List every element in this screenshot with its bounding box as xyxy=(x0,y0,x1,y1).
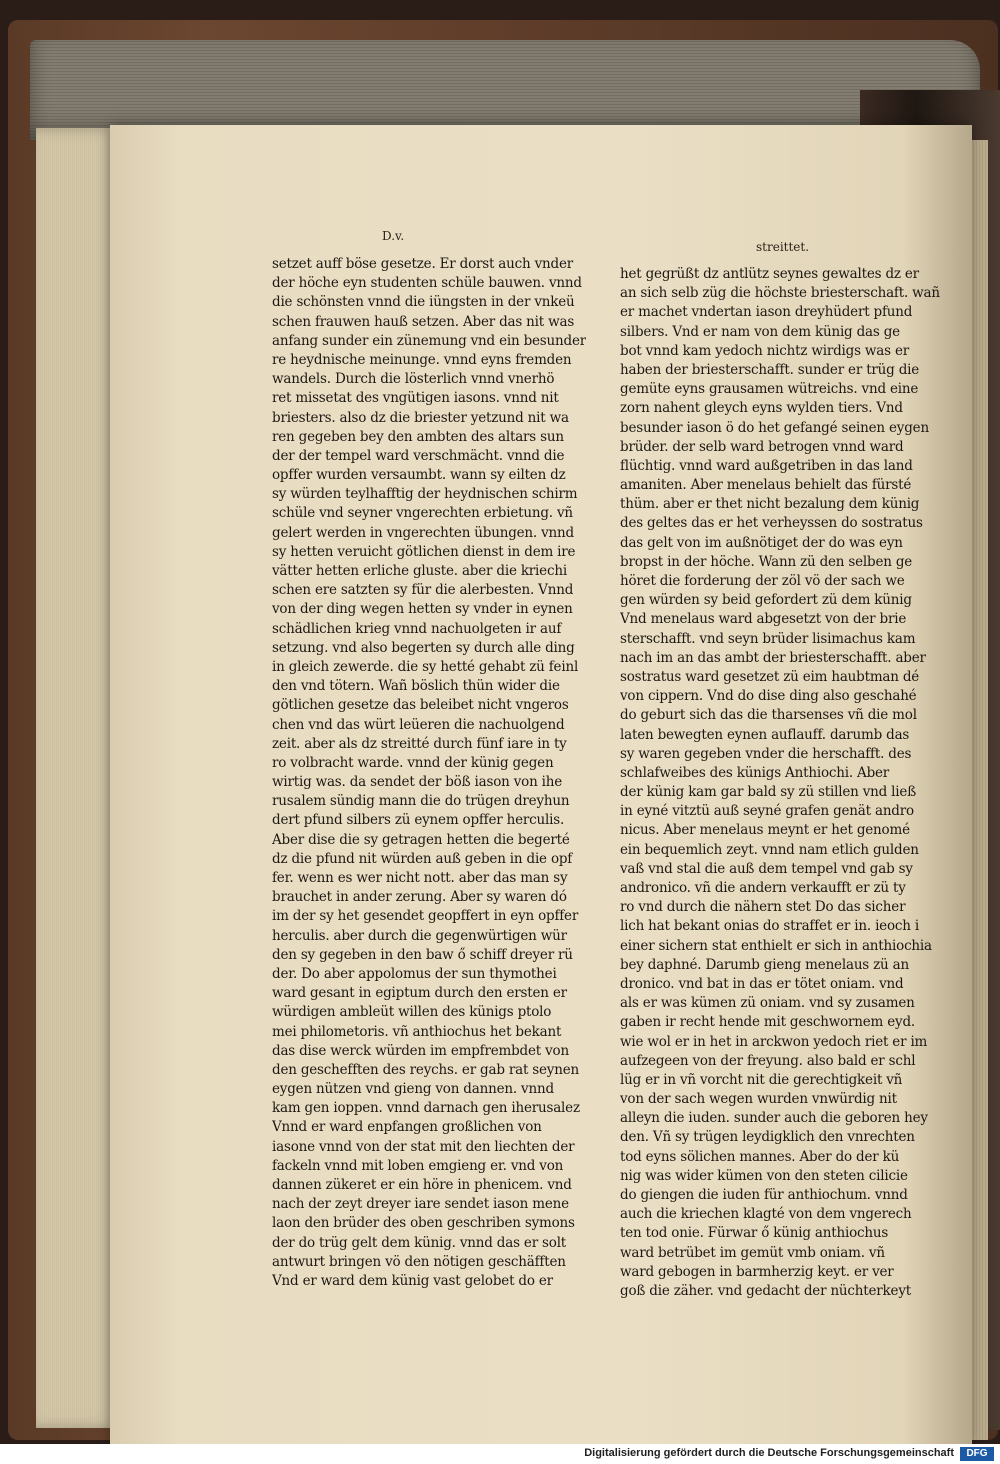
text-line: gen würden sy beid gefordert zü dem künig xyxy=(620,592,912,609)
text-line: alleyn die iuden. sunder auch die geboren hey xyxy=(620,1110,928,1127)
text-line: nicus. Aber menelaus meynt er het genomé xyxy=(620,822,910,839)
text-line: do giengen die iuden für anthiochum. vnnd xyxy=(620,1187,908,1203)
text-line: do geburt sich das die tharsenses vñ die mol xyxy=(620,707,917,724)
text-line: fer. wenn es wer nicht nott. aber das man sy xyxy=(272,870,568,886)
text-line: des geltes das er het verheyssen do sostratus xyxy=(620,515,923,532)
text-line: einer sichern stat enthielt er sich in anthiochia xyxy=(620,937,932,954)
text-line: haben der briesterschafft. sunder er trüg die xyxy=(620,361,920,378)
text-line: setzung. vnd also begerten sy durch alle ding xyxy=(272,639,575,656)
running-header-right: streittet. xyxy=(756,240,810,254)
funding-notice: Digitalisierung gefördert durch die Deutsche Forschungsgemeinschaft xyxy=(584,1447,954,1459)
text-line: gelert werden in vngerechten übungen. vnnd xyxy=(272,524,574,541)
text-line: vaß vnd stal die auß dem tempel vnd gab sy xyxy=(620,860,913,877)
text-line: wie wol er in het in arckwon yedoch riet er im xyxy=(620,1033,928,1050)
text-line: antwurt bringen vö den nötigen geschäfften xyxy=(272,1253,566,1270)
running-header-left: D.v. xyxy=(382,229,405,243)
text-line: andronico. vñ die andern verkaufft er zü ty xyxy=(620,880,906,896)
text-line: gemüte eyns grausamen wütreichs. vnd eine xyxy=(620,381,919,398)
text-line: zeit. aber als dz streitté durch fünf iare in ty xyxy=(272,735,567,752)
text-line: het gegrüßt dz antlütz seynes gewaltes dz er xyxy=(620,266,919,282)
text-line: brauchet in ander zerung. Aber sy waren dó xyxy=(272,889,567,906)
text-column-left xyxy=(272,255,586,1291)
text-line: nach im an das ambt der briesterschafft. aber xyxy=(620,649,926,666)
text-line: sy hetten veruicht götlichen dienst in dem ire xyxy=(272,543,576,560)
text-line: ro vnd durch die nähern stet Do das sicher xyxy=(620,899,906,916)
text-line: ren gegeben bey den ambten des altars sun xyxy=(272,428,564,445)
text-line: zorn nahent gleych eyns wylden tiers. Vnd xyxy=(620,400,903,417)
text-line: chen vnd das würt leüeren die nachuolgend xyxy=(272,716,565,733)
text-line: bropst in der höche. Wann zü den selben ge xyxy=(620,553,913,570)
text-line: brüder. der selb ward betrogen vnnd ward xyxy=(620,438,904,455)
text-line: im der sy het gesendet geopffert in eyn opffer xyxy=(272,908,579,925)
footer-bar xyxy=(0,1444,1000,1464)
text-line: den geschefften des reychs. er gab rat seynen xyxy=(272,1061,579,1078)
text-line: briesters. also dz die briester yetzund nit wa xyxy=(272,409,569,426)
text-line: das gelt von im außnötiget der do was eyn xyxy=(620,534,903,551)
text-line: bey daphné. Darumb gieng menelaus zü an xyxy=(620,956,909,973)
text-line: er machet vndertan iason dreyhüdert pfund xyxy=(620,304,913,321)
text-line: flüchtig. vnnd ward außgetriben in das land xyxy=(620,457,913,474)
text-line: schen ere satzten sy für die alerbesten. Vnnd xyxy=(272,582,574,599)
text-line: fackeln vnnd mit loben emgieng er. vnd von xyxy=(272,1157,564,1174)
text-line: der höche eyn studenten schüle bauwen. vnnd xyxy=(272,275,582,292)
text-line: den vnd tötern. Wañ böslich thün wider die xyxy=(272,678,560,695)
text-line: der. Do aber appolomus der sun thymothei xyxy=(272,965,557,982)
text-line: götlichen gesetze das beleibet nicht vngeros xyxy=(272,697,569,714)
text-line: schüle vnd seyner vngerechten erbietung. vñ xyxy=(272,505,573,522)
text-line: dronico. vnd bat in das er tötet oniam. vnd xyxy=(620,975,904,992)
text-line: dannen zükeret er ein höre in phenicem. vnd xyxy=(272,1177,572,1193)
text-line: dz die pfund nit würden auß geben in die opf xyxy=(272,850,573,867)
text-line: der der tempel ward verschmächt. vnnd die xyxy=(272,447,565,464)
page-stack-right xyxy=(972,140,988,1440)
text-line: von der ding wegen hetten sy vnder in eynen xyxy=(272,601,573,618)
page-stack-left xyxy=(36,128,120,1428)
text-line: schen frauwen hauß setzen. Aber das nit was xyxy=(272,313,575,330)
text-line: nig was wider kümen von den steten cilicie xyxy=(620,1167,908,1184)
text-line: höret die forderung der zöl vö der sach we xyxy=(620,573,905,589)
text-line: ro volbracht warde. vnnd der künig gegen xyxy=(272,754,554,771)
text-line: laten bewegten eynen auflauff. darumb das xyxy=(620,726,910,743)
text-line: gaben ir recht hende mit geschwornem eyd. xyxy=(620,1014,915,1031)
text-line: wandels. Durch die lösterlich vnnd vnerhö xyxy=(272,371,555,388)
text-line: ward gebogen in barmherzig keyt. er ver xyxy=(620,1263,894,1280)
text-line: würdigen ambleüt willen des künigs ptolo xyxy=(272,1004,552,1021)
text-line: der do trüg gelt dem künig. vnnd das er solt xyxy=(272,1234,567,1251)
text-line: opffer wurden versaumbt. wann sy eilten dz xyxy=(272,467,566,484)
text-line: rusalem sündig mann die do trügen dreyhun xyxy=(272,793,570,810)
text-line: das dise werck würden im empfrembdet von xyxy=(272,1042,569,1059)
text-line: ein bequemlich zeyt. vnnd nam etlich gulden xyxy=(620,841,919,858)
text-line: sterschafft. vnd seyn brüder lisimachus kam xyxy=(620,630,916,647)
text-line: auch die kriechen klagté von dem vngerech xyxy=(620,1206,912,1223)
text-line: herculis. aber durch die gegenwürtigen wür xyxy=(272,927,567,944)
text-line: ward gesant in egiptum durch den ersten er xyxy=(272,985,567,1002)
text-line: den. Vñ sy trügen leydigklich den vnrechten xyxy=(620,1129,915,1146)
text-line: sy waren gegeben vnder die herschafft. des xyxy=(620,745,912,762)
text-line: die schönsten vnnd die iüngsten in der vnkeü xyxy=(272,294,575,311)
text-line: Vnnd er ward enpfangen großlichen von xyxy=(272,1119,542,1136)
text-line: tod eyns sölichen mannes. Aber do der kü xyxy=(620,1148,900,1165)
text-line: schädlichen krieg vnnd nachuolgeten ir auf xyxy=(272,620,562,637)
text-line: bot vnnd kam yedoch nichtz wirdigs was er xyxy=(620,342,909,359)
text-line: nach der zeyt dreyer iare sendet iason mene xyxy=(272,1196,569,1213)
text-line: re heydnische meinunge. vnnd eyns fremden xyxy=(272,351,572,368)
text-line: dert pfund silbers zü eynem opffer herculis. xyxy=(272,812,565,829)
text-line: ward betrübet im gemüt vmb oniam. vñ xyxy=(620,1244,885,1261)
text-line: sostratus ward gesetzet zü eim haubtman dé xyxy=(620,668,920,685)
text-line: lich hat bekant onias do straffet er in. ieoch i xyxy=(620,918,919,935)
text-column-right xyxy=(620,265,940,1301)
text-line: mei philometoris. vñ anthiochus het bekant xyxy=(272,1023,562,1040)
text-line: sy würden teylhafftig der heydnischen schirm xyxy=(272,486,578,503)
text-line: in eyné vitztü auß seyné grafen genät andro xyxy=(620,803,914,820)
text-line: als er was kümen zü oniam. vnd sy zusamen xyxy=(620,995,915,1012)
text-line: vätter hetten erliche gluste. aber die kriechi xyxy=(272,563,567,579)
text-line: aufzegeen von der freyung. also bald er schl xyxy=(620,1052,916,1069)
text-line: ten tod onie. Fürwar ő künig anthiochus xyxy=(620,1225,889,1242)
text-line: den sy gegeben in den baw ő schiff dreyer rü xyxy=(272,946,573,963)
text-line: silbers. Vnd er nam von dem künig das ge xyxy=(620,323,900,340)
text-line: amaniten. Aber menelaus behielt das fürsté xyxy=(620,477,912,494)
text-line: thüm. aber er thet nicht bezalung dem künig xyxy=(620,496,920,513)
text-line: eygen nützen vnd gieng von dannen. vnnd xyxy=(272,1081,554,1098)
text-line: iasone vnnd von der stat mit den liechten der xyxy=(272,1138,575,1155)
text-line: wirtig was. da sendet der böß iason von ihe xyxy=(272,774,563,791)
text-line: ret missetat des vngütigen iasons. vnnd nit xyxy=(272,390,559,407)
text-line: kam gen ioppen. vnnd darnach gen iherusalez xyxy=(272,1100,580,1117)
text-line: Vnd menelaus ward abgesetzt von der brie xyxy=(620,611,907,628)
dfg-logo-icon: DFG xyxy=(960,1447,994,1461)
text-line: besunder iason ö do het gefangé seinen eygen xyxy=(620,419,929,436)
text-line: anfang sunder ein zünemung vnd ein besunder xyxy=(272,332,586,349)
text-line: der künig kam gar bald sy zü stillen vnd ließ xyxy=(620,784,917,801)
text-line: Vnd er ward dem künig vast gelobet do er xyxy=(272,1272,553,1289)
text-line: lüg er in vñ vorcht nit die gerechtigkeit vñ xyxy=(620,1071,903,1088)
text-line: von cippern. Vnd do dise ding also geschahé xyxy=(620,688,917,705)
text-line: Aber dise die sy getragen hetten die begerté xyxy=(272,831,570,848)
text-line: schlafweibes des künigs Anthiochi. Aber xyxy=(620,764,890,781)
text-line: an sich selb züg die höchste briesterschaft. wañ xyxy=(620,285,940,302)
text-line: von der sach wegen wurden vnwürdig nit xyxy=(620,1091,897,1108)
text-line: goß die zäher. vnd gedacht der nüchterkeyt xyxy=(620,1282,911,1299)
text-line: laon den brüder des oben geschriben symons xyxy=(272,1215,575,1232)
text-line: setzet auff böse gesetze. Er dorst auch vnder xyxy=(272,256,573,272)
text-line: in gleich zewerde. die sy hetté gehabt zü feinl xyxy=(272,658,579,675)
